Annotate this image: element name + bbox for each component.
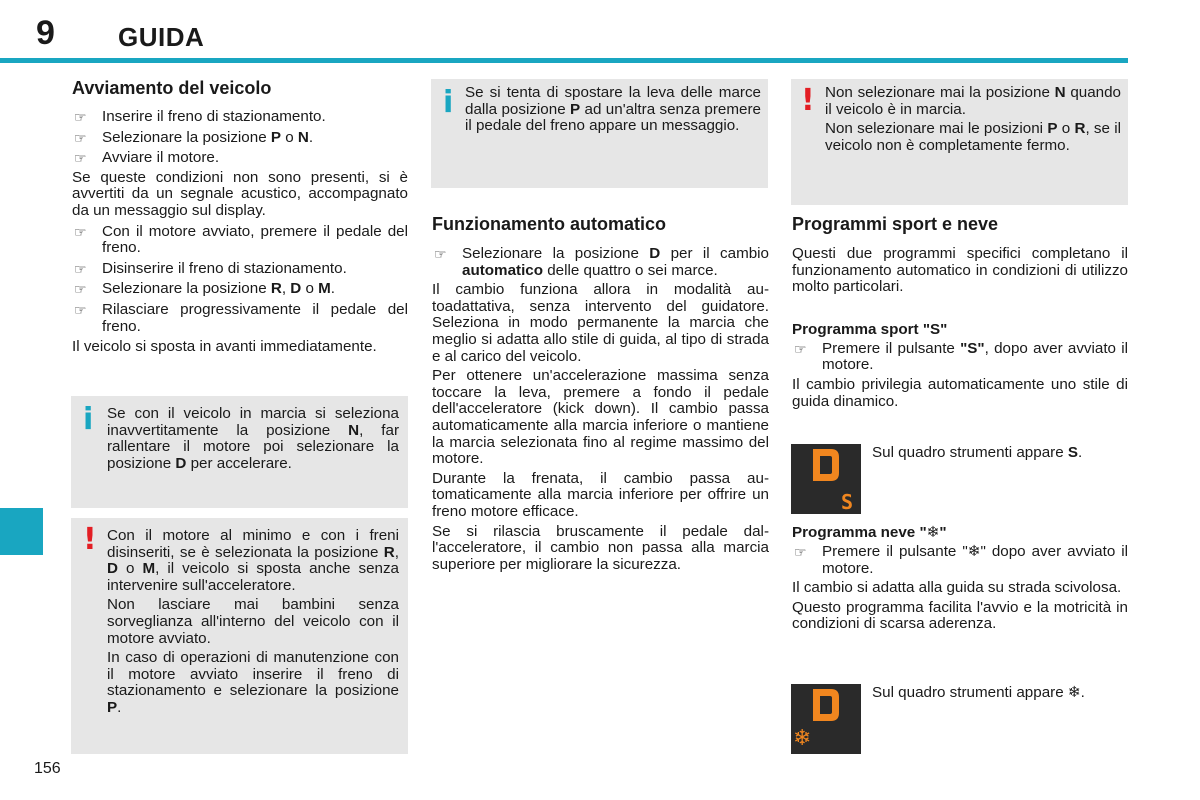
column-right (792, 214, 1128, 410)
pointer-hand-icon: ☞ (74, 109, 87, 125)
pointer-hand-icon: ☞ (74, 260, 87, 277)
chapter-side-tab (0, 508, 43, 555)
header-rule (0, 58, 1128, 63)
snow-steps-list (792, 544, 1128, 577)
column-middle (432, 214, 769, 573)
auto-steps-list (432, 246, 769, 279)
column-left (72, 78, 408, 356)
section-title-avviamento: Avviamento del veicolo (72, 78, 272, 98)
paragraph: Il veicolo si sposta in avanti immediatamente. (72, 338, 377, 356)
pointer-hand-icon: ☞ (74, 150, 87, 167)
list-item: ☞ Avviare il motore. (74, 149, 220, 167)
paragraph: Il cambio privilegia automaticamente uno stile di guida dinamico. (792, 375, 1128, 410)
gear-d-glyph (809, 686, 843, 724)
warning-text: Non selezionare mai la posizione N quando il veicolo è in marcia. (825, 84, 1121, 118)
list-item: ☞ Selezionare la posizione R, D o M. (74, 280, 336, 298)
warning-text: Non selezionare mai le posizioni P o R, se il veicolo non è completamente fermo. (825, 120, 1121, 154)
section-title-automatico: Funzionamento automatico (432, 214, 666, 234)
chapter-number: 9 (36, 14, 55, 52)
dashboard-sport-display (791, 444, 861, 514)
list-item: ☞ Disinserire il freno di stazionamento. (74, 259, 347, 277)
paragraph: Questi due programmi specifici completano il funzionamento automatico in condizioni di utilizzo molto particolari. (792, 245, 1128, 296)
list-item: ☞ Premere il pulsante "S", dopo aver avviato il motore. (794, 339, 1128, 374)
sport-s-glyph: S (841, 490, 854, 514)
section-title-programmi: Programmi sport e neve (792, 214, 999, 234)
gear-d-glyph (809, 446, 843, 484)
info-box-lever (431, 79, 768, 188)
paragraph: Il cambio si adatta alla guida su strada scivolosa. (792, 579, 1122, 597)
paragraph: Se si rilascia bruscamente il pedale dall'acceleratore, il cambio non passa alla marcia superiore per migliorare la sicurezza. (432, 522, 769, 573)
pointer-hand-icon: ☞ (794, 544, 807, 560)
pointer-hand-icon: ☞ (74, 223, 87, 240)
chapter-title: GUIDA (118, 22, 205, 52)
subtitle-snow: Programma neve "❄" (792, 524, 947, 541)
pointer-hand-icon: ☞ (74, 129, 87, 146)
sport-steps-list (792, 341, 1128, 374)
warning-text: Con il motore al minimo e con i freni disinseriti, se è selezionata la posizione R, D o M, il veicolo si sposta anche senza intervenire sull'acceleratore. (107, 527, 399, 594)
paragraph: Il cambio funziona allora in modalità autoadattativa, senza intervento del guidatore. Seleziona in modo permanente la marcia che meglio si adatta allo stile di guida, al tipo di strada e al carico del veicolo. (432, 281, 769, 365)
warning-exclamation-icon: ! (83, 522, 97, 557)
pointer-hand-icon: ☞ (74, 281, 87, 298)
info-icon: i (83, 402, 94, 437)
pointer-hand-icon: ☞ (74, 301, 87, 318)
list-item: ☞ Rilasciare progressivamente il pedale del freno. (74, 300, 408, 335)
pointer-hand-icon: ☞ (434, 246, 447, 262)
list-item: ☞ Selezionare la posizione P o N. (74, 128, 314, 146)
warning-box-neutral (791, 79, 1128, 205)
info-text: Se con il veicolo in marcia si seleziona inavvertitamente la posizione N, far rallentare il motore poi selezionare la posizione D per accelerare. (107, 405, 399, 472)
list-item: ☞ Premere il pulsante "❄" dopo aver avviato il motore. (794, 543, 1128, 577)
paragraph: Questo programma facilita l'avvio e la motricità in condizioni di scarsa aderenza. (792, 598, 1128, 633)
paragraph: Se queste condizioni non sono presenti, si è avvertiti da un segnale acustico, accompagnato da un messaggio sul display. (72, 168, 408, 219)
pointer-hand-icon: ☞ (794, 340, 807, 357)
snowflake-icon: ❄ (793, 726, 812, 751)
warning-text: Non lasciare mai bambini senza sorveglianza all'interno del veicolo con il motore avviato. (107, 596, 399, 647)
list-item: ☞ Selezionare la posizione D per il cambio automatico delle quattro o sei marce. (434, 245, 769, 279)
page-number: 156 (34, 760, 61, 777)
column-right-lower (792, 524, 1128, 633)
info-icon: i (443, 85, 454, 120)
list-item: ☞ Con il motore avviato, premere il pedale del freno. (74, 222, 408, 257)
warning-exclamation-icon: ! (801, 83, 815, 118)
info-box-neutral-position (71, 396, 408, 508)
paragraph: Per ottenere un'accelerazione massima senza toccare la leva, premere a fondo il pedale dell'acceleratore (kick down). Il cambio passa automaticamente alla marcia inferiore o mantiene la marcia selezionata fino al regime massimo del motore. (432, 367, 769, 468)
warning-box-idle (71, 518, 408, 754)
start-steps-list (72, 109, 408, 167)
info-text: Se si tenta di spostare la leva delle marce dalla posizione P ad un'altra senza premere il pedale del freno appare un messaggio. (465, 84, 761, 135)
drive-steps-list (72, 224, 408, 336)
paragraph: Durante la frenata, il cambio passa automaticamente alla marcia inferiore per offrire un freno motore efficace. (432, 469, 769, 520)
warning-text: In caso di operazioni di manutenzione con il motore avviato inserire il freno di stazionamento e selezionare la posizione P. (107, 649, 399, 716)
dash-caption-sport: Sul quadro strumenti appare S. (872, 444, 1083, 461)
dash-caption-snow: Sul quadro strumenti appare ❄. (872, 684, 1085, 701)
dashboard-snow-display (791, 684, 861, 754)
subtitle-sport: Programma sport "S" (792, 320, 948, 338)
list-item: ☞ Inserire il freno di stazionamento. (74, 108, 326, 125)
